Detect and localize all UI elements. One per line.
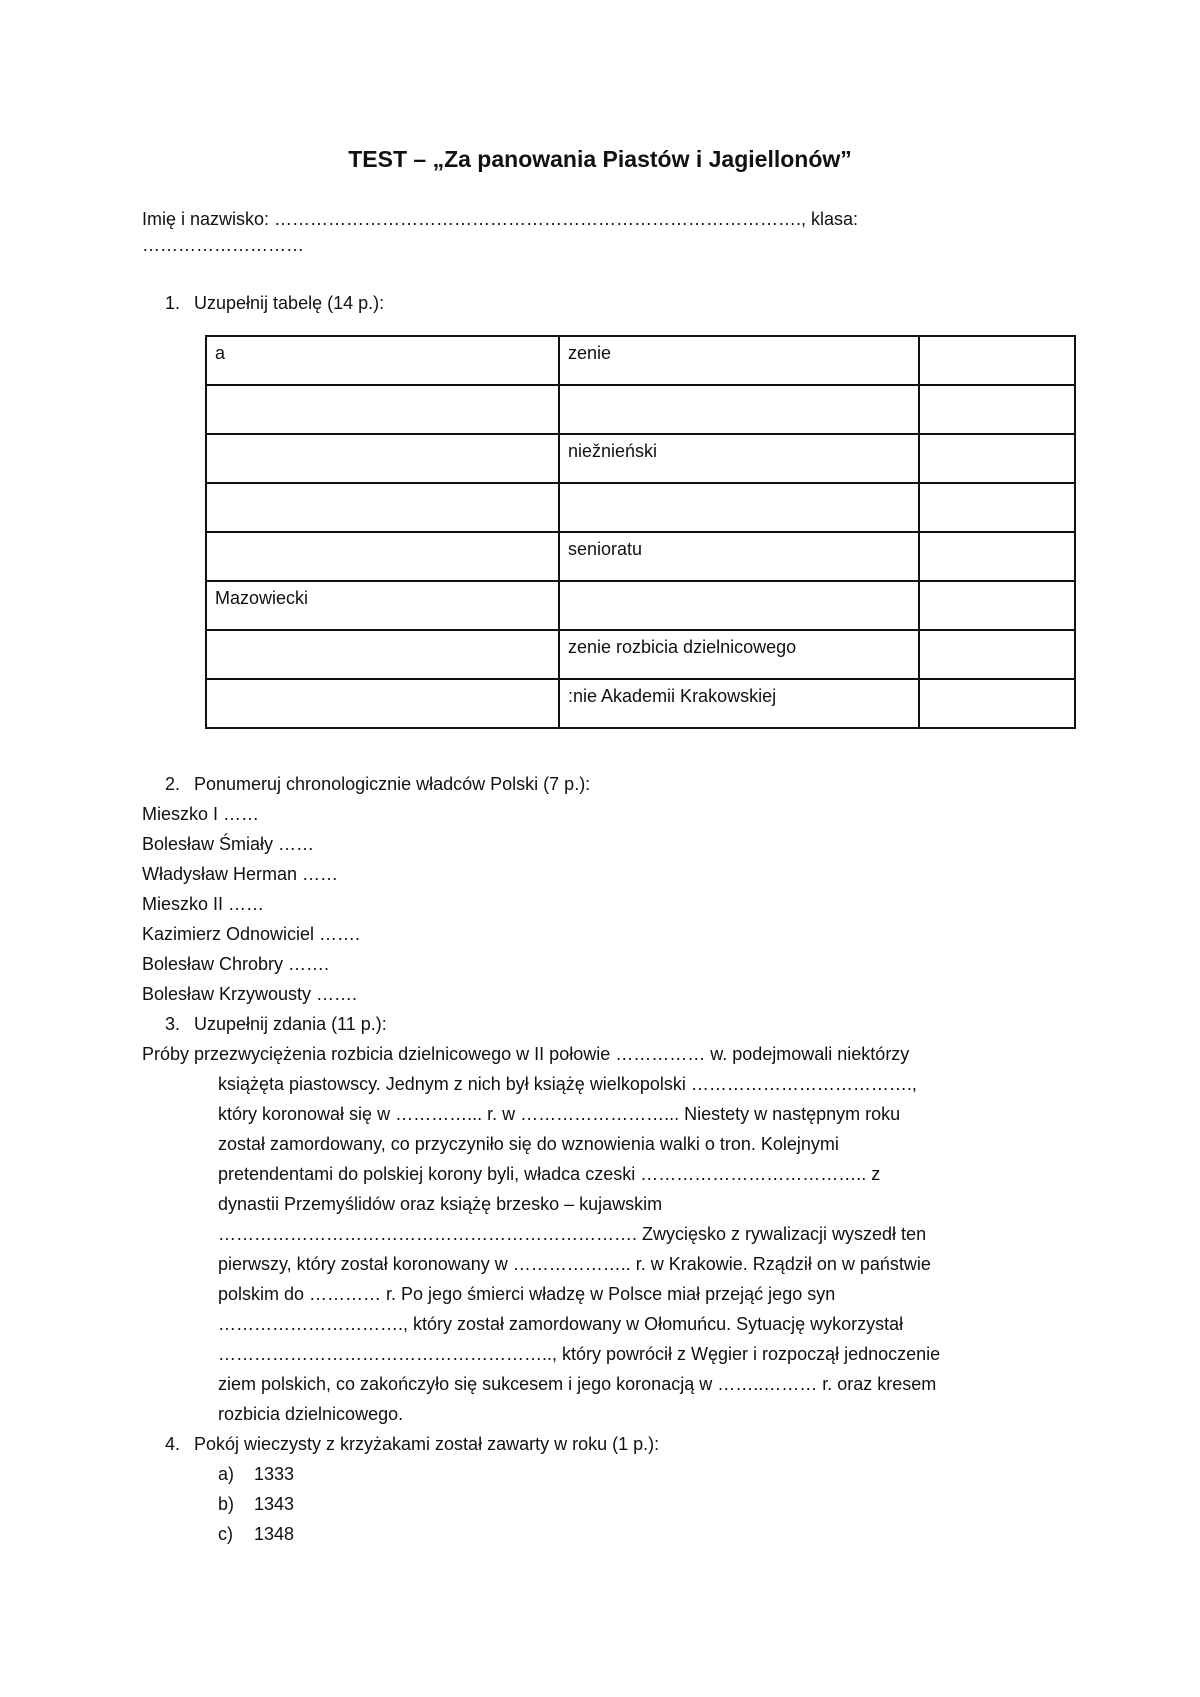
table-cell: [206, 679, 559, 728]
table-row: [206, 630, 1075, 679]
task-3-paragraph-line: ziem polskich, co zakończyło się sukcesem i jego koronacją w ……..……… r. oraz kresem: [218, 1374, 937, 1394]
page-title: TEST – „Za panowania Piastów i Jagiellonów”: [348, 146, 852, 172]
option-letter: a): [218, 1464, 235, 1484]
class-dots: ………………………: [142, 235, 304, 255]
table-cell: [559, 483, 919, 532]
task-3-paragraph-line: książęta piastowscy. Jednym z nich był książę wielkopolski ……………………………….,: [218, 1074, 917, 1094]
task-2-item: Bolesław Chrobry …….: [142, 954, 330, 974]
task-1-heading: [142, 290, 384, 316]
table-cell: [919, 532, 1075, 581]
table-cell: [559, 581, 919, 630]
table-cell: zenie rozbicia dzielnicowego: [559, 630, 919, 679]
task-4-number: 4.: [164, 1434, 180, 1454]
table-row: [206, 483, 1075, 532]
table-row: [206, 434, 1075, 483]
table-cell: [919, 581, 1075, 630]
table-cell: [206, 630, 559, 679]
task-3-paragraph-line: polskim do ………… r. Po jego śmierci władzę w Polsce miał przejąć jego syn: [218, 1284, 836, 1304]
table-cell: a: [206, 336, 559, 385]
table-cell: [206, 385, 559, 434]
table-cell: [206, 483, 559, 532]
task-2-heading: [142, 771, 590, 797]
table-row: [206, 532, 1075, 581]
task-1-number: 1.: [164, 293, 180, 313]
table-cell: Mazowiecki: [206, 581, 559, 630]
table-cell: [206, 434, 559, 483]
option-letter: b): [218, 1494, 235, 1514]
task-2-item: Mieszko I ……: [142, 804, 260, 824]
task-3-text: Uzupełnij zdania (11 p.):: [194, 1014, 387, 1034]
table-cell: [919, 434, 1075, 483]
task-3-number: 3.: [164, 1014, 180, 1034]
task-2-item: Kazimierz Odnowiciel …….: [142, 924, 361, 944]
task-2-text: Ponumeruj chronologicznie władców Polski (7 p.):: [194, 774, 591, 794]
task-2-item: Mieszko II ……: [142, 894, 265, 914]
task-2-item: Władysław Herman ……: [142, 864, 339, 884]
table-row: [206, 679, 1075, 728]
task-3-heading: [142, 1011, 387, 1037]
task-4-option: [218, 1461, 294, 1487]
option-letter: c): [218, 1524, 233, 1544]
task-1-text: Uzupełnij tabelę (14 p.):: [194, 293, 385, 313]
table-cell: niežnieński: [559, 434, 919, 483]
task-3-paragraph-line: ……………………………………………………………. Zwycięsko z rywalizacji wyszedł ten: [218, 1224, 927, 1244]
task-4-option: [218, 1521, 294, 1547]
task-2-item: Bolesław Śmiały ……: [142, 834, 315, 854]
table-row: [206, 581, 1075, 630]
table-cell: [919, 336, 1075, 385]
task-3-paragraph-line: dynastii Przemyślidów oraz książę brzesko – kujawskim: [218, 1194, 663, 1214]
table-cell: :nie Akademii Krakowskiej: [559, 679, 919, 728]
task-2-item: Bolesław Krzywousty …….: [142, 984, 358, 1004]
table-cell: [559, 385, 919, 434]
task-2-number: 2.: [164, 774, 180, 794]
task-1-table: [205, 335, 1076, 729]
table-row: [206, 336, 1075, 385]
table-cell: [919, 483, 1075, 532]
task-4-text: Pokój wieczysty z krzyżakami został zawarty w roku (1 p.):: [194, 1434, 660, 1454]
task-3-paragraph-line: ……………………………………………….., który powrócił z Węgier i rozpoczął jednoczenie: [218, 1344, 941, 1364]
option-value: 1343: [254, 1494, 295, 1514]
option-value: 1348: [254, 1524, 295, 1544]
task-4-option: [218, 1491, 294, 1517]
table-cell: senioratu: [559, 532, 919, 581]
name-class-line: Imię i nazwisko: ……………………………………………………………………………., klasa:: [142, 209, 859, 229]
task-3-paragraph-line: który koronował się w …………... r. w ……………………... Niestety w następnym roku: [218, 1104, 901, 1124]
task-3-paragraph-line: Próby przezwyciężenia rozbicia dzielnicowego w II połowie …………… w. podejmowali niektórzy: [142, 1044, 910, 1064]
table-cell: [919, 630, 1075, 679]
task-3-paragraph-line: rozbicia dzielnicowego.: [218, 1404, 404, 1424]
table-cell: [206, 532, 559, 581]
task-3-paragraph-line: pretendentami do polskiej korony byli, władca czeski ……………………………….. z: [218, 1164, 881, 1184]
task-3-paragraph-line: został zamordowany, co przyczyniło się do wznowienia walki o tron. Kolejnymi: [218, 1134, 839, 1154]
table-cell: [919, 679, 1075, 728]
task-3-paragraph-line: pierwszy, który został koronowany w ……………….. r. w Krakowie. Rządził on w państwie: [218, 1254, 931, 1274]
option-value: 1333: [254, 1464, 295, 1484]
task-4-heading: [142, 1431, 659, 1457]
task-3-paragraph-line: …………………………., który został zamordowany w Ołomuńcu. Sytuację wykorzystał: [218, 1314, 904, 1334]
table-row: [206, 385, 1075, 434]
table-cell: zenie: [559, 336, 919, 385]
table-cell: [919, 385, 1075, 434]
